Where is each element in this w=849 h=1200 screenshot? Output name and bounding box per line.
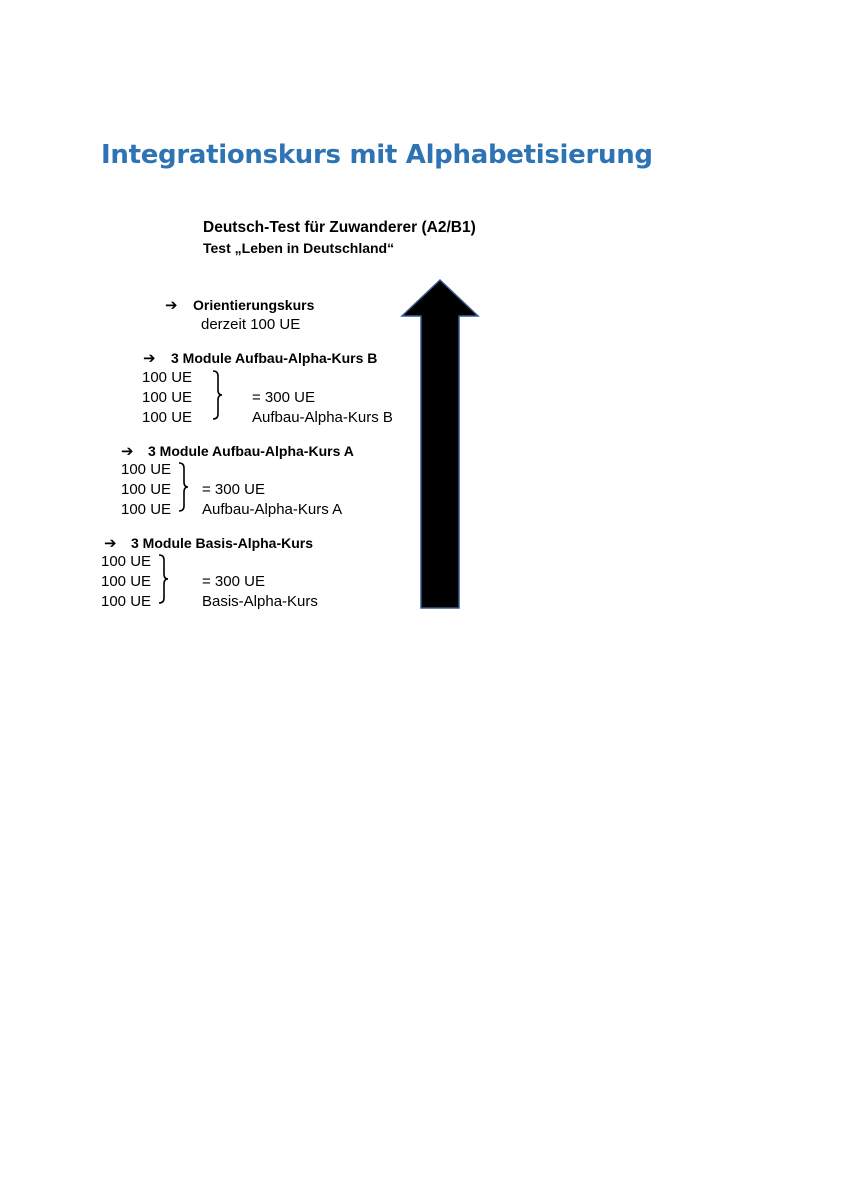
orientation-heading: Orientierungskurs xyxy=(193,297,315,313)
brace-icon xyxy=(209,369,229,421)
exam-title: Deutsch-Test für Zuwanderer (A2/B1) xyxy=(203,219,476,236)
module-b-unit-2: 100 UE xyxy=(142,389,193,406)
module-b-unit-1: 100 UE xyxy=(142,369,193,386)
right-arrow-icon: ➔ xyxy=(165,297,178,314)
basis-heading: 3 Module Basis-Alpha-Kurs xyxy=(131,535,314,551)
module-b-total: = 300 UE xyxy=(252,389,315,406)
module-b-heading: 3 Module Aufbau-Alpha-Kurs B xyxy=(171,350,378,366)
brace-icon xyxy=(175,461,195,513)
module-a-course: Aufbau-Alpha-Kurs A xyxy=(202,501,343,518)
basis-unit-3: 100 UE xyxy=(101,593,152,610)
basis-course: Basis-Alpha-Kurs xyxy=(202,593,318,610)
right-arrow-icon: ➔ xyxy=(143,350,156,367)
basis-total: = 300 UE xyxy=(202,573,265,590)
brace-icon xyxy=(155,553,175,605)
exam-subtitle: Test „Leben in Deutschland“ xyxy=(203,240,395,256)
module-a-unit-1: 100 UE xyxy=(121,461,172,478)
orientation-detail: derzeit 100 UE xyxy=(201,316,301,333)
basis-unit-1: 100 UE xyxy=(101,553,152,570)
basis-unit-2: 100 UE xyxy=(101,573,152,590)
upward-arrow-icon xyxy=(398,278,482,612)
module-a-heading: 3 Module Aufbau-Alpha-Kurs A xyxy=(148,443,354,459)
module-b-unit-3: 100 UE xyxy=(142,409,193,426)
right-arrow-icon: ➔ xyxy=(121,443,134,460)
right-arrow-icon: ➔ xyxy=(104,535,117,552)
module-a-unit-2: 100 UE xyxy=(121,481,172,498)
page-title: Integrationskurs mit Alphabetisierung xyxy=(101,140,653,170)
module-b-course: Aufbau-Alpha-Kurs B xyxy=(252,409,393,426)
module-a-unit-3: 100 UE xyxy=(121,501,172,518)
module-a-total: = 300 UE xyxy=(202,481,265,498)
